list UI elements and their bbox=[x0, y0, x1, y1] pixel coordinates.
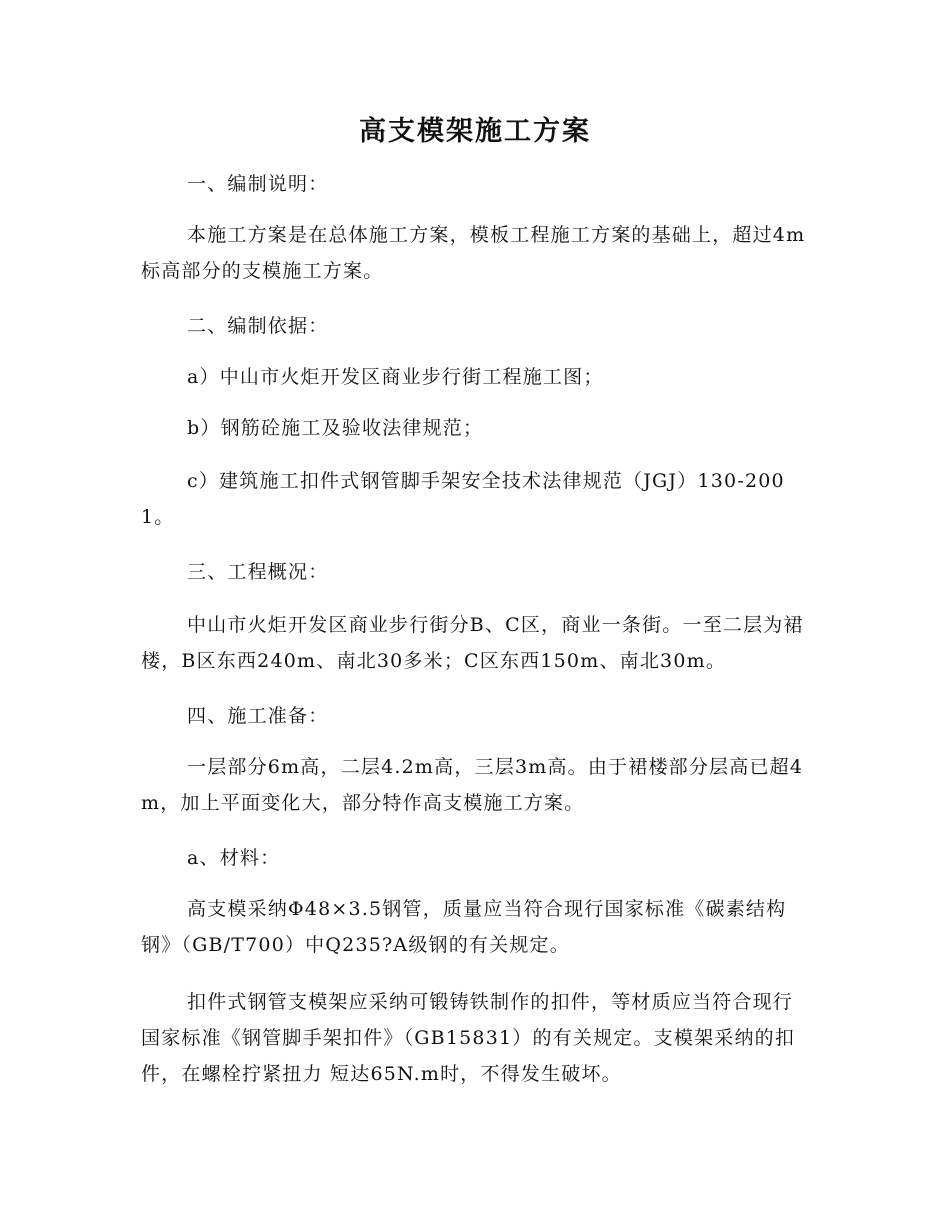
section-heading-project-overview: 三、工程概况： bbox=[187, 561, 329, 583]
document-title: 高支模架施工方案 bbox=[359, 116, 591, 147]
paragraph-steel-pipe: 高支模采纳Φ48×3.5钢管，质量应当符合现行国家标准《碳素结构钢》（GB/T700）中Q235?A级钢的有关规定。 bbox=[141, 898, 787, 956]
paragraph-project-overview: 中山市火炬开发区商业步行街分B、C区，商业一条街。一至二层为裙楼，B区东西240m、南北30多米；C区东西150m、南北30m。 bbox=[141, 614, 804, 672]
basis-item-a: a）中山市火炬开发区商业步行街工程施工图； bbox=[187, 366, 604, 388]
paragraph-fasteners: 扣件式钢管支模架应采纳可锻铸铁制作的扣件，等材质应当符合现行国家标准《钢管脚手架扣件》（GB15831）的有关规定。支模架采纳的扣件，在螺栓拧紧扭力 短达65N.m时，不得发生破坏。 bbox=[141, 991, 796, 1085]
basis-item-b: b）钢筋砼施工及验收法律规范； bbox=[187, 417, 484, 439]
paragraph-construction-prep: 一层部分6m高，二层4.2m高，三层3m高。由于裙楼部分层高已超4m，加上平面变化大，部分特作高支模施工方案。 bbox=[141, 756, 804, 814]
section-heading-compilation-basis: 二、编制依据： bbox=[187, 315, 329, 337]
subheading-materials: a、材料： bbox=[187, 847, 281, 869]
section-heading-construction-prep: 四、施工准备： bbox=[187, 705, 329, 727]
section-heading-compilation-notes: 一、编制说明： bbox=[187, 173, 329, 195]
paragraph-compilation-notes: 本施工方案是在总体施工方案，模板工程施工方案的基础上，超过4m标高部分的支模施工方案。 bbox=[141, 224, 806, 282]
basis-item-c: c）建筑施工扣件式钢管脚手架安全技术法律规范（JGJ）130-2001。 bbox=[141, 470, 785, 528]
